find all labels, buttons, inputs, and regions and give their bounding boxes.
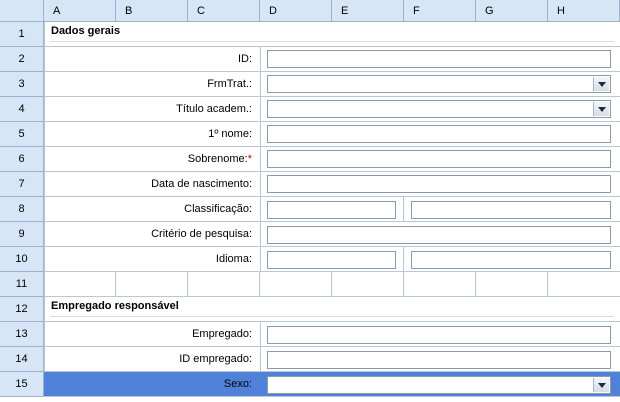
row-header-4[interactable]: 4: [0, 97, 44, 122]
row-header-12[interactable]: 12: [0, 297, 44, 322]
cell-divider: [115, 272, 116, 297]
empty-row: [44, 272, 620, 297]
row-header-15[interactable]: 15: [0, 372, 44, 397]
gender-dropdown[interactable]: [267, 376, 611, 394]
column-header-g[interactable]: G: [476, 0, 548, 22]
empregado-label: Empregado:: [192, 328, 252, 340]
form-row-titulo: [44, 97, 620, 122]
form-row-classificacao: [44, 197, 620, 222]
row-header-13[interactable]: 13: [0, 322, 44, 347]
form-row-idioma: [44, 247, 620, 272]
chevron-down-icon[interactable]: [593, 378, 609, 392]
required-marker: *: [247, 153, 252, 165]
id-empregado-label: ID empregado:: [179, 353, 252, 365]
column-header-b[interactable]: B: [116, 0, 188, 22]
column-header-e[interactable]: E: [332, 0, 404, 22]
form-row-id-empregado: [44, 347, 620, 372]
cell-divider: [403, 272, 404, 297]
form-row-nascimento: [44, 172, 620, 197]
nome1-label: 1º nome:: [208, 128, 252, 140]
form-row-nome1: [44, 122, 620, 147]
cell-divider: [331, 272, 332, 297]
section-divider: [50, 316, 614, 317]
select-all-corner[interactable]: [0, 0, 44, 22]
row-header-11[interactable]: 11: [0, 272, 44, 297]
column-header-a[interactable]: A: [44, 0, 116, 22]
classificacao-field-2[interactable]: [411, 201, 611, 219]
row-header-10[interactable]: 10: [0, 247, 44, 272]
cell-divider: [475, 272, 476, 297]
idioma-label: Idioma:: [215, 253, 252, 265]
section-divider: [50, 41, 614, 42]
row-header-2[interactable]: 2: [0, 47, 44, 72]
frmtrat-dropdown[interactable]: [267, 75, 611, 93]
form-row-frmtrat: [44, 72, 620, 97]
column-header-f[interactable]: F: [404, 0, 476, 22]
section-title-responsible: Empregado responsável: [51, 300, 179, 312]
form-row-sobrenome: [44, 147, 620, 172]
classificacao-label: Classificação:: [184, 203, 252, 215]
row-header-5[interactable]: 5: [0, 122, 44, 147]
sobrenome-label-text: Sobrenome:: [187, 153, 248, 165]
sexo-label: Sexo:: [223, 378, 252, 390]
row-header-3[interactable]: 3: [0, 72, 44, 97]
idioma-field-2[interactable]: [411, 251, 611, 269]
row-header-6[interactable]: 6: [0, 147, 44, 172]
form-row-sexo-selected: [44, 372, 620, 397]
column-header-d[interactable]: D: [260, 0, 332, 22]
form-row-criterio: [44, 222, 620, 247]
chevron-down-icon[interactable]: [593, 102, 609, 116]
classificacao-field-1[interactable]: [267, 201, 396, 219]
idioma-field-1[interactable]: [267, 251, 396, 269]
row-header-14[interactable]: 14: [0, 347, 44, 372]
row-header-8[interactable]: 8: [0, 197, 44, 222]
sobrenome-label: [188, 153, 252, 165]
first-name-field[interactable]: [267, 125, 611, 143]
nascimento-label: Data de nascimento:: [151, 178, 252, 190]
form-row-id: [44, 47, 620, 72]
employee-field[interactable]: [267, 326, 611, 344]
section-row-general: [44, 22, 620, 47]
id-label: ID:: [237, 53, 252, 65]
section-title-general: Dados gerais: [51, 25, 121, 37]
employee-id-field[interactable]: [267, 351, 611, 369]
last-name-field[interactable]: [267, 150, 611, 168]
chevron-down-icon[interactable]: [593, 77, 609, 91]
titulo-dropdown[interactable]: [267, 100, 611, 118]
column-header-h[interactable]: H: [548, 0, 620, 22]
id-field[interactable]: [267, 50, 611, 68]
column-header-c[interactable]: C: [188, 0, 260, 22]
search-criteria-field[interactable]: [267, 226, 611, 244]
row-header-7[interactable]: 7: [0, 172, 44, 197]
cell-divider: [259, 272, 260, 297]
row-header-9[interactable]: 9: [0, 222, 44, 247]
criterio-label: Critério de pesquisa:: [151, 228, 252, 240]
frmtrat-label: FrmTrat.:: [207, 78, 252, 90]
cell-divider: [187, 272, 188, 297]
titulo-label: Título academ.:: [176, 103, 252, 115]
birth-date-field[interactable]: [267, 175, 611, 193]
form-row-empregado: [44, 322, 620, 347]
section-row-responsible: [44, 297, 620, 322]
cell-divider: [547, 272, 548, 297]
row-header-1[interactable]: 1: [0, 22, 44, 47]
